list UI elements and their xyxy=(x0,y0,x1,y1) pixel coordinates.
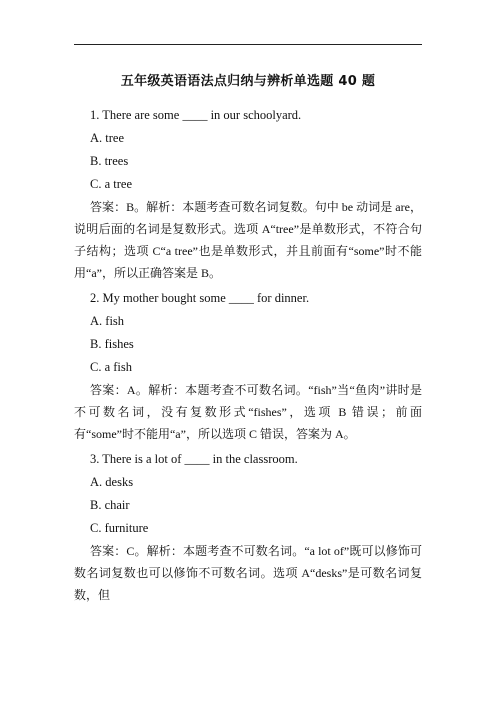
question-block-3 xyxy=(74,448,422,606)
question-block-2 xyxy=(74,287,422,445)
option-b: B. chair xyxy=(90,498,130,512)
option-b: B. fishes xyxy=(90,337,134,351)
option-c: C. a tree xyxy=(90,177,132,191)
option-a: A. fish xyxy=(90,314,125,328)
option-c: C. a fish xyxy=(90,360,133,374)
option-c: C. furniture xyxy=(90,521,149,535)
question-text: 1. There are some ____ in our schoolyard. xyxy=(90,108,302,122)
option-a: A. desks xyxy=(90,475,134,489)
question-text: 3. There is a lot of ____ in the classroom. xyxy=(90,452,298,466)
answer-explanation: 答案：A。解析：本题考查不可数名词。“fish”当“鱼肉”讲时是不可数名词，没有复数形式“fishes”，选项 B 错误；前面有“some”时不能用“a”，所以选项 C 错误，答案为 A。 xyxy=(74,383,422,441)
option-b: B. trees xyxy=(90,154,129,168)
document-body xyxy=(74,104,422,609)
answer-explanation: 答案：C。解析：本题考查不可数名词。“a lot of”既可以修饰可数名词复数也可以修饰不可数名词。选项 A“desks”是可数名词复数，但 xyxy=(74,544,422,602)
header-rule xyxy=(74,44,422,45)
question-block-1 xyxy=(74,104,422,284)
answer-explanation: 答案：B。解析：本题考查可数名词复数。句中 be 动词是 are，说明后面的名词是复数形式。选项 A“tree”是单数形式，不符合句子结构；选项 C“a tree”也是单数形式，并且前面有“some”时不能用“a”，所以正确答案是 B。 xyxy=(74,200,422,280)
option-a: A. tree xyxy=(90,131,125,145)
question-text: 2. My mother bought some ____ for dinner. xyxy=(90,291,310,305)
document-title: 五年级英语语法点归纳与辨析单选题 40 题 xyxy=(120,74,376,89)
